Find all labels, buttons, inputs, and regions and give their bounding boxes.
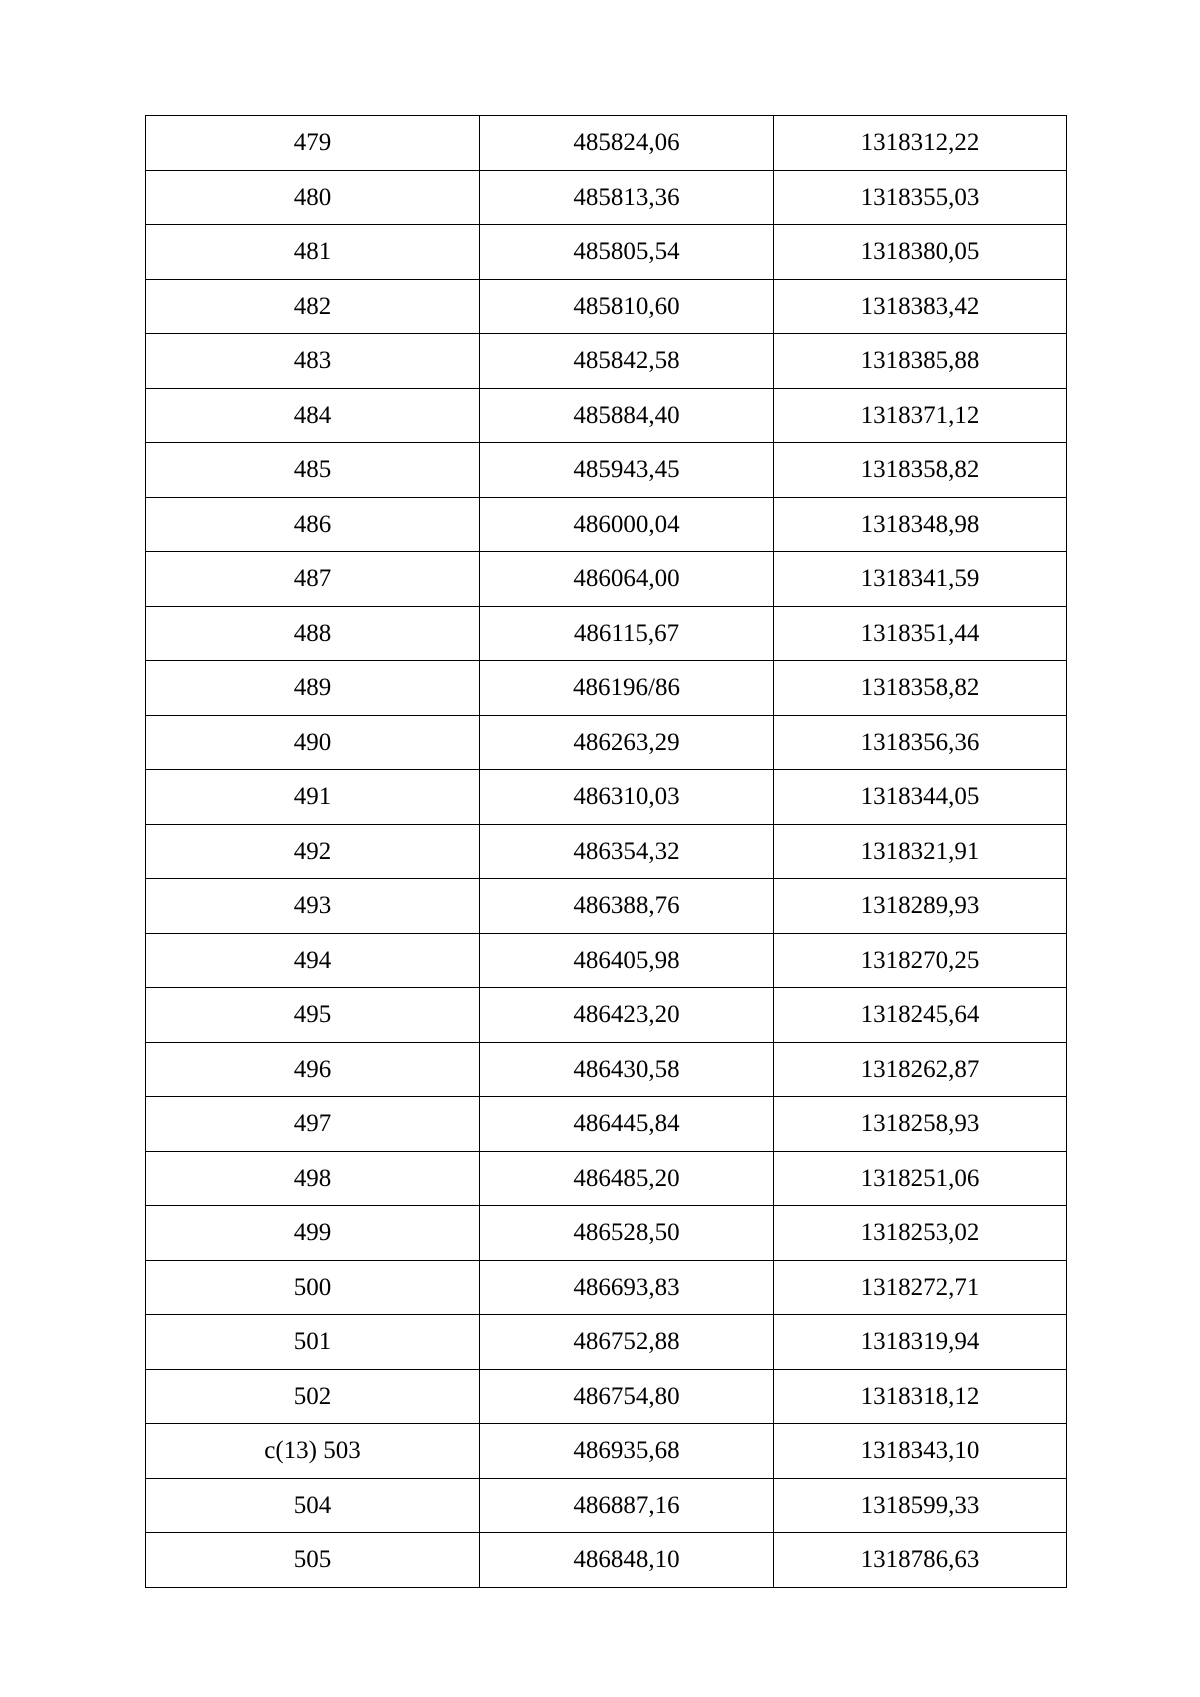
x-coordinate-cell: 486000,04 xyxy=(480,497,774,552)
point-number-cell: 495 xyxy=(146,988,480,1043)
table-row xyxy=(146,715,1067,770)
point-number-cell: 479 xyxy=(146,116,480,171)
y-coordinate-cell: 1318351,44 xyxy=(774,606,1067,661)
table-row xyxy=(146,1315,1067,1370)
y-coordinate-cell: 1318383,42 xyxy=(774,279,1067,334)
x-coordinate-cell: 485884,40 xyxy=(480,388,774,443)
point-number-cell: 498 xyxy=(146,1151,480,1206)
y-coordinate-cell: 1318312,22 xyxy=(774,116,1067,171)
table-row xyxy=(146,1097,1067,1152)
y-coordinate-cell: 1318319,94 xyxy=(774,1315,1067,1370)
y-coordinate-cell: 1318358,82 xyxy=(774,443,1067,498)
point-number-cell: 481 xyxy=(146,225,480,280)
point-number-cell: 497 xyxy=(146,1097,480,1152)
point-number-cell: 489 xyxy=(146,661,480,716)
y-coordinate-cell: 1318385,88 xyxy=(774,334,1067,389)
table-row xyxy=(146,116,1067,171)
point-number-cell: 505 xyxy=(146,1533,480,1588)
table-row xyxy=(146,170,1067,225)
y-coordinate-cell: 1318355,03 xyxy=(774,170,1067,225)
x-coordinate-cell: 485943,45 xyxy=(480,443,774,498)
table-row xyxy=(146,1042,1067,1097)
point-number-cell: 485 xyxy=(146,443,480,498)
x-coordinate-cell: 486405,98 xyxy=(480,933,774,988)
table-row xyxy=(146,279,1067,334)
x-coordinate-cell: 486388,76 xyxy=(480,879,774,934)
x-coordinate-cell: 486196/86 xyxy=(480,661,774,716)
y-coordinate-cell: 1318599,33 xyxy=(774,1478,1067,1533)
x-coordinate-cell: 486430,58 xyxy=(480,1042,774,1097)
point-number-cell: 492 xyxy=(146,824,480,879)
y-coordinate-cell: 1318343,10 xyxy=(774,1424,1067,1479)
table-row xyxy=(146,879,1067,934)
x-coordinate-cell: 486887,16 xyxy=(480,1478,774,1533)
y-coordinate-cell: 1318245,64 xyxy=(774,988,1067,1043)
point-number-cell: c(13) 503 xyxy=(146,1424,480,1479)
x-coordinate-cell: 485824,06 xyxy=(480,116,774,171)
x-coordinate-cell: 486310,03 xyxy=(480,770,774,825)
x-coordinate-cell: 486064,00 xyxy=(480,552,774,607)
y-coordinate-cell: 1318356,36 xyxy=(774,715,1067,770)
x-coordinate-cell: 486528,50 xyxy=(480,1206,774,1261)
table-row xyxy=(146,497,1067,552)
coordinates-table-body xyxy=(146,116,1067,1588)
table-row xyxy=(146,1260,1067,1315)
table-row xyxy=(146,606,1067,661)
y-coordinate-cell: 1318253,02 xyxy=(774,1206,1067,1261)
point-number-cell: 504 xyxy=(146,1478,480,1533)
point-number-cell: 483 xyxy=(146,334,480,389)
point-number-cell: 486 xyxy=(146,497,480,552)
point-number-cell: 490 xyxy=(146,715,480,770)
point-number-cell: 494 xyxy=(146,933,480,988)
coordinates-table xyxy=(145,115,1067,1588)
table-row xyxy=(146,1206,1067,1261)
table-row xyxy=(146,1533,1067,1588)
y-coordinate-cell: 1318251,06 xyxy=(774,1151,1067,1206)
x-coordinate-cell: 486848,10 xyxy=(480,1533,774,1588)
x-coordinate-cell: 486354,32 xyxy=(480,824,774,879)
table-row xyxy=(146,443,1067,498)
point-number-cell: 488 xyxy=(146,606,480,661)
table-row xyxy=(146,824,1067,879)
y-coordinate-cell: 1318786,63 xyxy=(774,1533,1067,1588)
x-coordinate-cell: 485813,36 xyxy=(480,170,774,225)
point-number-cell: 480 xyxy=(146,170,480,225)
point-number-cell: 491 xyxy=(146,770,480,825)
x-coordinate-cell: 486935,68 xyxy=(480,1424,774,1479)
point-number-cell: 501 xyxy=(146,1315,480,1370)
table-row xyxy=(146,661,1067,716)
point-number-cell: 496 xyxy=(146,1042,480,1097)
table-row xyxy=(146,552,1067,607)
x-coordinate-cell: 485805,54 xyxy=(480,225,774,280)
point-number-cell: 499 xyxy=(146,1206,480,1261)
y-coordinate-cell: 1318262,87 xyxy=(774,1042,1067,1097)
y-coordinate-cell: 1318318,12 xyxy=(774,1369,1067,1424)
y-coordinate-cell: 1318270,25 xyxy=(774,933,1067,988)
y-coordinate-cell: 1318341,59 xyxy=(774,552,1067,607)
y-coordinate-cell: 1318289,93 xyxy=(774,879,1067,934)
point-number-cell: 493 xyxy=(146,879,480,934)
table-row xyxy=(146,1151,1067,1206)
point-number-cell: 487 xyxy=(146,552,480,607)
table-row xyxy=(146,933,1067,988)
y-coordinate-cell: 1318258,93 xyxy=(774,1097,1067,1152)
x-coordinate-cell: 486423,20 xyxy=(480,988,774,1043)
x-coordinate-cell: 486754,80 xyxy=(480,1369,774,1424)
x-coordinate-cell: 486263,29 xyxy=(480,715,774,770)
table-row xyxy=(146,225,1067,280)
x-coordinate-cell: 485810,60 xyxy=(480,279,774,334)
y-coordinate-cell: 1318272,71 xyxy=(774,1260,1067,1315)
point-number-cell: 502 xyxy=(146,1369,480,1424)
x-coordinate-cell: 486485,20 xyxy=(480,1151,774,1206)
table-row xyxy=(146,1478,1067,1533)
x-coordinate-cell: 486115,67 xyxy=(480,606,774,661)
y-coordinate-cell: 1318321,91 xyxy=(774,824,1067,879)
y-coordinate-cell: 1318358,82 xyxy=(774,661,1067,716)
y-coordinate-cell: 1318380,05 xyxy=(774,225,1067,280)
x-coordinate-cell: 485842,58 xyxy=(480,334,774,389)
table-row xyxy=(146,388,1067,443)
table-row xyxy=(146,1424,1067,1479)
point-number-cell: 482 xyxy=(146,279,480,334)
x-coordinate-cell: 486752,88 xyxy=(480,1315,774,1370)
y-coordinate-cell: 1318371,12 xyxy=(774,388,1067,443)
x-coordinate-cell: 486693,83 xyxy=(480,1260,774,1315)
y-coordinate-cell: 1318344,05 xyxy=(774,770,1067,825)
table-row xyxy=(146,1369,1067,1424)
table-row xyxy=(146,988,1067,1043)
y-coordinate-cell: 1318348,98 xyxy=(774,497,1067,552)
point-number-cell: 500 xyxy=(146,1260,480,1315)
point-number-cell: 484 xyxy=(146,388,480,443)
x-coordinate-cell: 486445,84 xyxy=(480,1097,774,1152)
table-row xyxy=(146,770,1067,825)
table-row xyxy=(146,334,1067,389)
